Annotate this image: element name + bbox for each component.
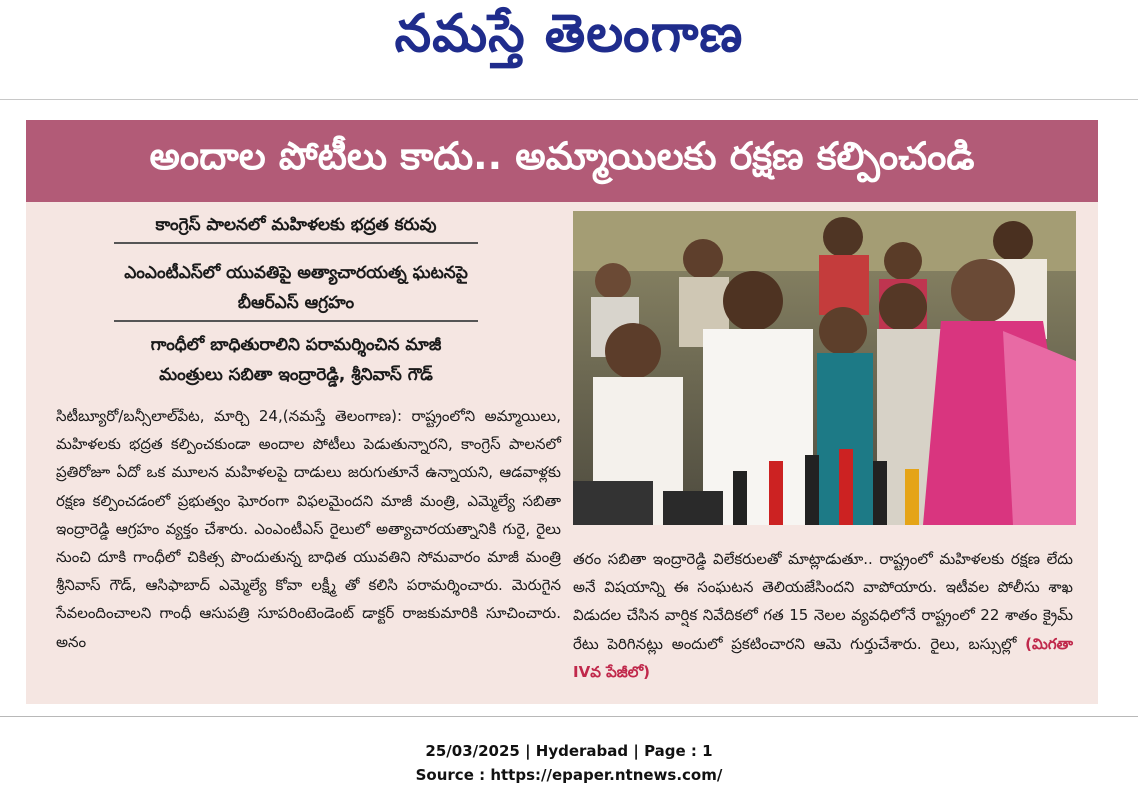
source-link[interactable]: Source : https://epaper.ntnews.com/ [415, 766, 723, 784]
deck-subheading-2: ఎంఎంటీఎస్‌లో యువతిపై అత్యాచారయత్న ఘటనపై బీఆర్ఎస్ ఆగ్రహం [124, 263, 468, 313]
deck-divider [114, 320, 478, 322]
divider [0, 716, 1138, 717]
news-article [26, 120, 1098, 704]
press-crowd-photo [573, 211, 1076, 525]
deck-subheading-1: కాంగ్రెస్ పాలనలో మహిళలకు భద్రత కరువు [155, 215, 437, 235]
edition-info: 25/03/2025 | Hyderabad | Page : 1 [425, 742, 713, 760]
deck-divider [114, 242, 478, 244]
deck-subheading-3: గాంధీలో బాధితురాలిని పరామర్శించిన మాజీ మంత్రులు సబితా ఇంద్రారెడ్డి, శ్రీనివాస్ గౌడ్ [150, 335, 442, 385]
article-body-text: తరం సబితా ఇంద్రారెడ్డి విలేకరులతో మాట్లాడుతూ.. రాష్ట్రంలో మహిళలకు రక్షణ లేదు అనే విషయాన్ని ఈ సంఘటన తెలియజేసిందని వాపోయారు. ఇటీవల పోలీసు శాఖ విడుదల చేసిన వార్షిక నివేదికలో గత 15 నెలల వ్యవధిలోనే రాష్ట్రంలో 22 శాతం క్రైమ్ రేటు పెరిగినట్లు అందులో ప్రకటించారని ఆమె గుర్తుచేశారు. రైలు, బస్సుల్లో [573, 550, 1073, 653]
article-body-column-2 [573, 545, 1073, 686]
headline-bar [26, 120, 1098, 202]
article-body-column-1: సిటీబ్యూరో/బన్సీలాల్‌పేట, మార్చి 24,(నమస్తే తెలంగాణ): రాష్ట్రంలోని అమ్మాయిలు, మహిళలకు భద్రత కల్పించకుండా అందాల పోటీలు పెడుతున్నారని, కాంగ్రెస్ పాలనలో ప్రతిరోజూ ఏదో ఒక మూలన మహిళలపై దాడులు జరుగుతూనే ఉన్నాయని, ఆడవాళ్లకు రక్షణ కల్పించడంలో ప్రభుత్వం ఘోరంగా విఫలమైందని మాజీ మంత్రి, ఎమ్మెల్యే సబితా ఇంద్రారెడ్డి ఆగ్రహం వ్యక్తం చేశారు. ఎంఎంటీఎస్ రైలులో అత్యాచారయత్నానికి గురై, రైలు నుంచి దూకి గాంధీలో చికిత్స పొందుతున్న బాధిత యువతిని సోమవారం మాజీ మంత్రి శ్రీనివాస్ గౌడ్, ఆసిఫాబాద్ ఎమ్మెల్యే కోవా లక్ష్మీ తో కలిసి పరామర్శించారు. మెరుగైన సేవలందించాలని గాంధీ ఆసుపత్రి సూపరింటెండెంట్ డాక్టర్ రాజకుమారికి సూచించారు. అనం [56, 407, 561, 651]
masthead-logo: నమస్తే తెలంగాణ [394, 3, 744, 64]
headline: అందాల పోటీలు కాదు.. అమ్మాయిలకు రక్షణ కల్పించండి [149, 134, 975, 178]
continued-on-page-label: (మిగతా IVవ పేజీలో) [573, 634, 1073, 681]
masthead [0, 0, 1138, 80]
divider [0, 99, 1138, 100]
news-photo [573, 211, 1076, 525]
